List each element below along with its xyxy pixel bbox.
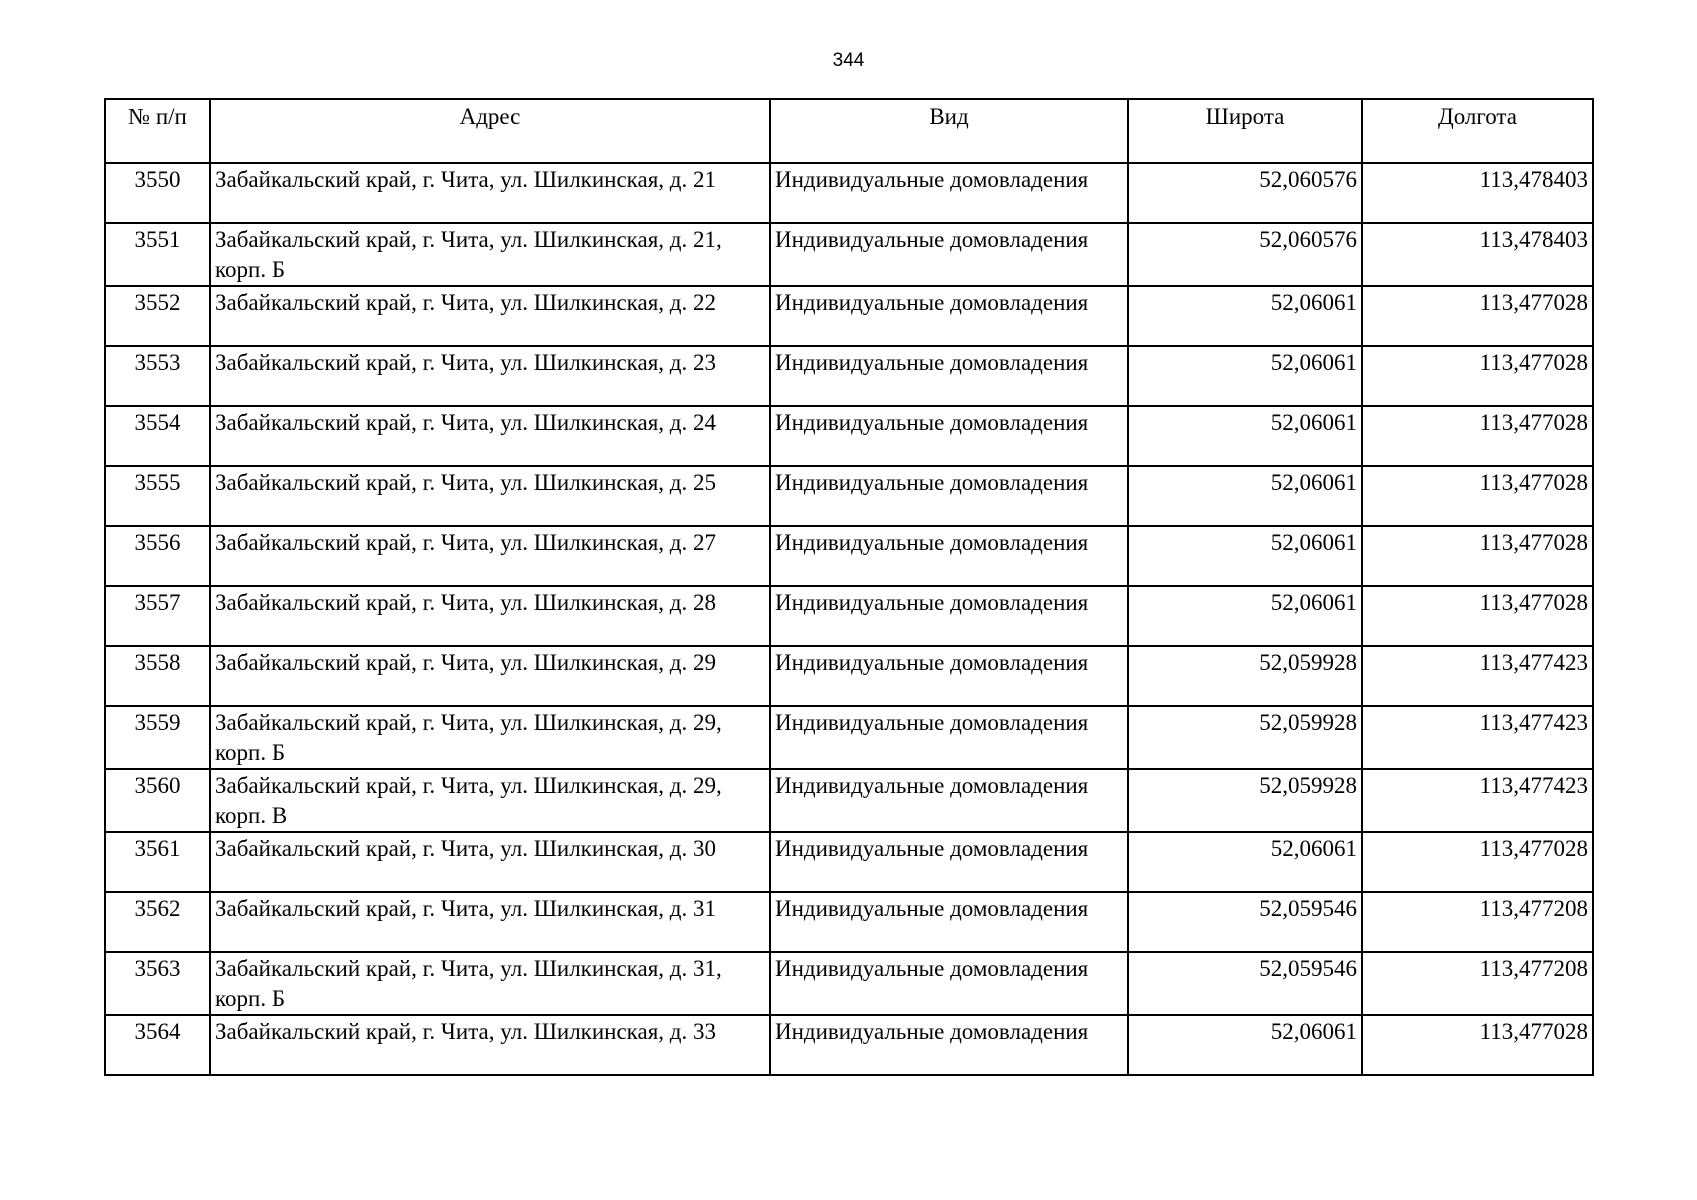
table-row: [105, 346, 1593, 406]
table-header-row: [105, 99, 1593, 163]
cell-type: Индивидуальные домовладения: [770, 706, 1128, 769]
table-body: [105, 163, 1593, 1075]
table-row: [105, 952, 1593, 1015]
header-longitude: Долгота: [1362, 99, 1593, 163]
cell-type: Индивидуальные домовладения: [770, 892, 1128, 952]
header-num: № п/п: [105, 99, 210, 163]
cell-num: 3550: [105, 163, 210, 223]
cell-type: Индивидуальные домовладения: [770, 466, 1128, 526]
cell-longitude: 113,478403: [1362, 223, 1593, 286]
cell-num: 3557: [105, 586, 210, 646]
cell-address: Забайкальский край, г. Чита, ул. Шилкинская, д. 22: [210, 286, 770, 346]
cell-type: Индивидуальные домовладения: [770, 526, 1128, 586]
cell-address: Забайкальский край, г. Чита, ул. Шилкинская, д. 25: [210, 466, 770, 526]
table-row: [105, 406, 1593, 466]
cell-type: Индивидуальные домовладения: [770, 586, 1128, 646]
cell-type: Индивидуальные домовладения: [770, 769, 1128, 832]
cell-latitude: 52,06061: [1128, 466, 1362, 526]
cell-longitude: 113,477028: [1362, 286, 1593, 346]
cell-num: 3561: [105, 832, 210, 892]
cell-latitude: 52,06061: [1128, 286, 1362, 346]
cell-latitude: 52,06061: [1128, 406, 1362, 466]
cell-num: 3562: [105, 892, 210, 952]
cell-latitude: 52,06061: [1128, 346, 1362, 406]
cell-longitude: 113,477028: [1362, 346, 1593, 406]
cell-latitude: 52,060576: [1128, 223, 1362, 286]
cell-latitude: 52,059928: [1128, 646, 1362, 706]
table-row: [105, 646, 1593, 706]
address-table: [104, 98, 1594, 1076]
cell-latitude: 52,059546: [1128, 892, 1362, 952]
cell-num: 3563: [105, 952, 210, 1015]
cell-longitude: 113,477423: [1362, 646, 1593, 706]
table-row: [105, 769, 1593, 832]
cell-longitude: 113,477423: [1362, 769, 1593, 832]
cell-longitude: 113,477208: [1362, 952, 1593, 1015]
cell-address: Забайкальский край, г. Чита, ул. Шилкинская, д. 21, корп. Б: [210, 223, 770, 286]
cell-latitude: 52,059928: [1128, 706, 1362, 769]
cell-longitude: 113,477028: [1362, 466, 1593, 526]
table-row: [105, 832, 1593, 892]
cell-address: Забайкальский край, г. Чита, ул. Шилкинская, д. 29, корп. Б: [210, 706, 770, 769]
table-row: [105, 466, 1593, 526]
table-row: [105, 706, 1593, 769]
table-row: [105, 223, 1593, 286]
table-row: [105, 892, 1593, 952]
cell-latitude: 52,06061: [1128, 586, 1362, 646]
cell-longitude: 113,477423: [1362, 706, 1593, 769]
header-latitude: Широта: [1128, 99, 1362, 163]
cell-latitude: 52,059928: [1128, 769, 1362, 832]
table-row: [105, 526, 1593, 586]
page-number: 344: [832, 50, 865, 71]
cell-type: Индивидуальные домовладения: [770, 832, 1128, 892]
cell-num: 3560: [105, 769, 210, 832]
cell-address: Забайкальский край, г. Чита, ул. Шилкинская, д. 33: [210, 1015, 770, 1075]
cell-address: Забайкальский край, г. Чита, ул. Шилкинская, д. 29: [210, 646, 770, 706]
cell-latitude: 52,059546: [1128, 952, 1362, 1015]
cell-type: Индивидуальные домовладения: [770, 223, 1128, 286]
table-row: [105, 1015, 1593, 1075]
table-row: [105, 163, 1593, 223]
cell-address: Забайкальский край, г. Чита, ул. Шилкинская, д. 23: [210, 346, 770, 406]
cell-type: Индивидуальные домовладения: [770, 163, 1128, 223]
cell-num: 3556: [105, 526, 210, 586]
cell-address: Забайкальский край, г. Чита, ул. Шилкинская, д. 21: [210, 163, 770, 223]
table-row: [105, 586, 1593, 646]
cell-num: 3558: [105, 646, 210, 706]
cell-latitude: 52,06061: [1128, 526, 1362, 586]
cell-longitude: 113,477028: [1362, 526, 1593, 586]
cell-latitude: 52,06061: [1128, 1015, 1362, 1075]
cell-latitude: 52,06061: [1128, 832, 1362, 892]
cell-num: 3552: [105, 286, 210, 346]
cell-type: Индивидуальные домовладения: [770, 1015, 1128, 1075]
cell-address: Забайкальский край, г. Чита, ул. Шилкинская, д. 31: [210, 892, 770, 952]
cell-num: 3564: [105, 1015, 210, 1075]
cell-address: Забайкальский край, г. Чита, ул. Шилкинская, д. 31, корп. Б: [210, 952, 770, 1015]
cell-num: 3551: [105, 223, 210, 286]
cell-longitude: 113,477208: [1362, 892, 1593, 952]
cell-address: Забайкальский край, г. Чита, ул. Шилкинская, д. 29, корп. В: [210, 769, 770, 832]
cell-longitude: 113,477028: [1362, 1015, 1593, 1075]
cell-num: 3553: [105, 346, 210, 406]
cell-type: Индивидуальные домовладения: [770, 346, 1128, 406]
cell-address: Забайкальский край, г. Чита, ул. Шилкинская, д. 30: [210, 832, 770, 892]
cell-type: Индивидуальные домовладения: [770, 286, 1128, 346]
cell-longitude: 113,477028: [1362, 832, 1593, 892]
header-address: Адрес: [210, 99, 770, 163]
cell-num: 3554: [105, 406, 210, 466]
cell-address: Забайкальский край, г. Чита, ул. Шилкинская, д. 24: [210, 406, 770, 466]
table-row: [105, 286, 1593, 346]
cell-type: Индивидуальные домовладения: [770, 406, 1128, 466]
cell-address: Забайкальский край, г. Чита, ул. Шилкинская, д. 28: [210, 586, 770, 646]
cell-address: Забайкальский край, г. Чита, ул. Шилкинская, д. 27: [210, 526, 770, 586]
cell-latitude: 52,060576: [1128, 163, 1362, 223]
cell-longitude: 113,477028: [1362, 586, 1593, 646]
cell-num: 3559: [105, 706, 210, 769]
header-type: Вид: [770, 99, 1128, 163]
cell-type: Индивидуальные домовладения: [770, 646, 1128, 706]
cell-longitude: 113,478403: [1362, 163, 1593, 223]
cell-num: 3555: [105, 466, 210, 526]
cell-longitude: 113,477028: [1362, 406, 1593, 466]
cell-type: Индивидуальные домовладения: [770, 952, 1128, 1015]
